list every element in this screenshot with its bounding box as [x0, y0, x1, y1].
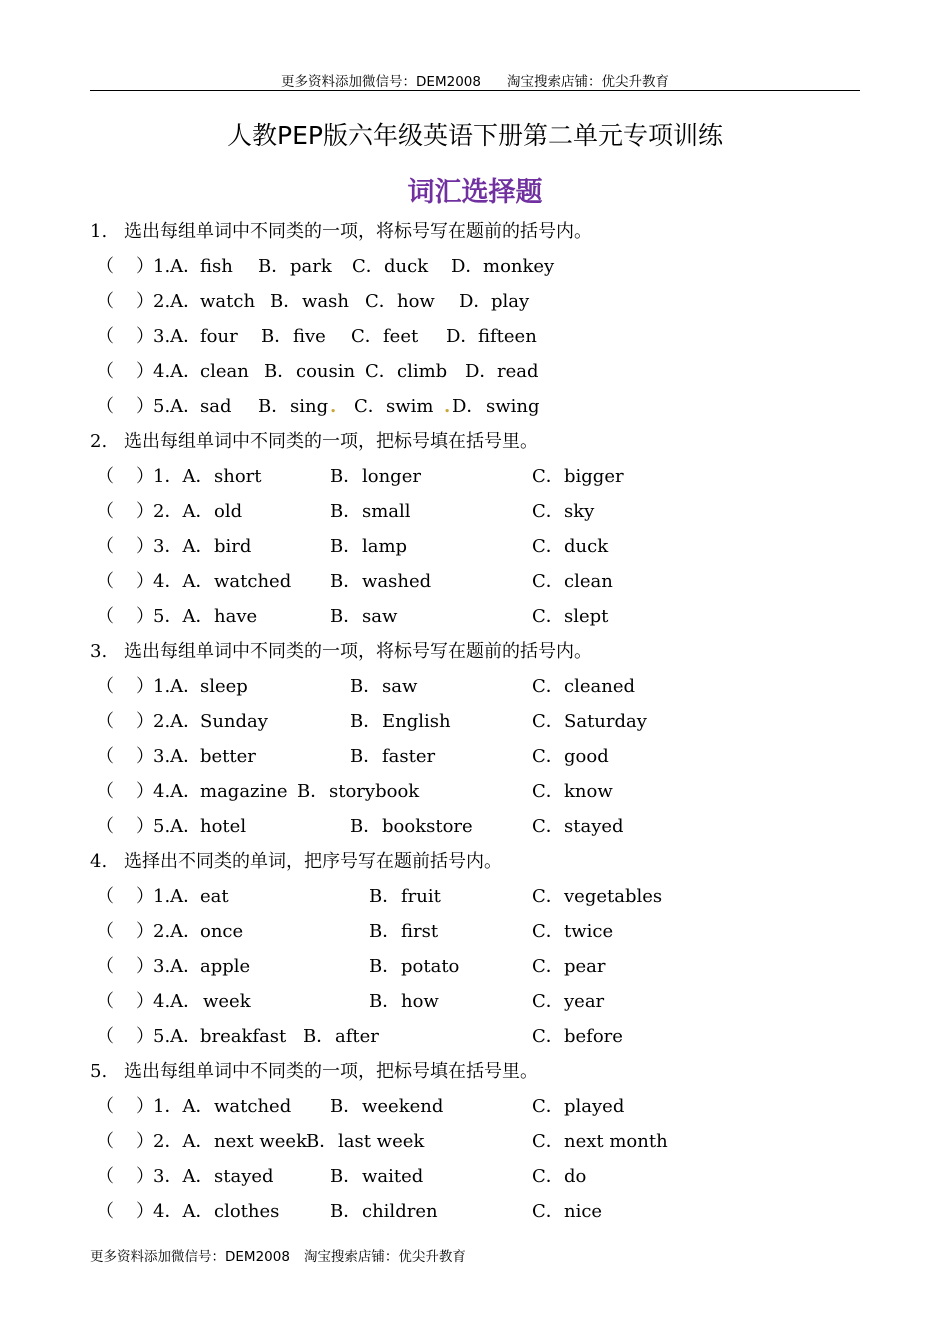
- option-b-label: B．: [270, 291, 302, 312]
- option-d-label: D．: [451, 256, 484, 277]
- option-c-label: C．: [532, 571, 564, 592]
- section-number: 3.: [90, 641, 108, 662]
- question-number: 1.A．: [153, 676, 202, 697]
- question-number: 3.A．: [153, 326, 202, 347]
- answer-paren-right: ）: [136, 711, 154, 732]
- option-c: twice: [564, 921, 614, 942]
- option-c-label: C．: [354, 396, 386, 417]
- section-instruction: 选择出不同类的单词，把序号写在题前括号内。: [124, 851, 502, 872]
- option-c-label: C．: [532, 606, 564, 627]
- answer-paren-right: ）: [136, 676, 154, 697]
- option-c: played: [564, 1096, 625, 1117]
- option-a: bird: [214, 536, 252, 557]
- option-c-label: C．: [532, 781, 564, 802]
- option-d: monkey: [483, 256, 555, 277]
- option-c-label: C．: [532, 956, 564, 977]
- option-b: fruit: [401, 886, 441, 907]
- option-c: feet: [383, 326, 419, 347]
- option-b-label: B．: [330, 1201, 362, 1222]
- answer-paren-left: （: [96, 886, 114, 907]
- option-b-label: B．: [330, 1096, 362, 1117]
- option-c: nice: [564, 1201, 603, 1222]
- option-b-label: B．: [369, 956, 401, 977]
- option-a: watched: [214, 1096, 292, 1117]
- option-a: sleep: [200, 676, 248, 697]
- answer-paren-left: （: [96, 571, 114, 592]
- option-b: five: [293, 326, 326, 347]
- section-2-heading: [90, 431, 538, 453]
- option-b-label: B．: [330, 501, 362, 522]
- option-c: clean: [564, 571, 613, 592]
- answer-paren-right: ）: [136, 1166, 154, 1187]
- page-header: [0, 70, 950, 90]
- answer-paren-left: （: [96, 291, 114, 312]
- answer-paren-left: （: [96, 711, 114, 732]
- option-a: sad: [200, 396, 232, 417]
- option-a: apple: [200, 956, 251, 977]
- option-a: watched: [214, 571, 292, 592]
- answer-paren-right: ）: [136, 1096, 154, 1117]
- option-c: how: [397, 291, 435, 312]
- section-1-heading: [90, 221, 592, 243]
- option-a: eat: [200, 886, 229, 907]
- option-b-label: B．: [261, 326, 293, 347]
- question-number: 1．A．: [153, 1096, 214, 1117]
- option-b-label: B．: [369, 921, 401, 942]
- answer-paren-right: ）: [136, 606, 154, 627]
- question-number: 3．A．: [153, 1166, 214, 1187]
- question-number: 4．A．: [153, 1201, 214, 1222]
- section-number: 5.: [90, 1061, 108, 1082]
- option-b-label: B．: [350, 676, 382, 697]
- option-d: read: [497, 361, 539, 382]
- option-b-label: B．: [330, 1166, 362, 1187]
- option-b-label: B．: [350, 711, 382, 732]
- option-a: once: [200, 921, 244, 942]
- answer-paren-left: （: [96, 1026, 114, 1047]
- option-b-label: B．: [350, 746, 382, 767]
- option-c-label: C．: [532, 746, 564, 767]
- option-a: fish: [200, 256, 233, 277]
- answer-paren-left: （: [96, 746, 114, 767]
- answer-paren-right: ）: [136, 256, 154, 277]
- option-b-label: B．: [330, 571, 362, 592]
- option-c: do: [564, 1166, 587, 1187]
- answer-paren-right: ）: [136, 1026, 154, 1047]
- option-b: first: [401, 921, 439, 942]
- page-title: 人教PEP版六年级英语下册第二单元专项训练: [227, 121, 723, 150]
- option-a: have: [214, 606, 258, 627]
- option-a: hotel: [200, 816, 247, 837]
- option-c: vegetables: [564, 886, 663, 907]
- option-a: short: [214, 466, 262, 487]
- option-d-label: D．: [446, 326, 479, 347]
- answer-paren-right: ）: [136, 1201, 154, 1222]
- option-a: breakfast: [200, 1026, 287, 1047]
- option-b: sing: [290, 396, 329, 417]
- option-c-label: C．: [532, 466, 564, 487]
- question-number: 4.A．: [153, 361, 202, 382]
- answer-paren-left: （: [96, 256, 114, 277]
- answer-paren-left: （: [96, 991, 114, 1012]
- option-b: wash: [302, 291, 349, 312]
- footer-shop: 淘宝搜索店铺：优尖升教育: [303, 1249, 466, 1265]
- answer-paren-right: ）: [136, 921, 154, 942]
- option-c: before: [564, 1026, 623, 1047]
- option-c: know: [564, 781, 613, 802]
- option-b-label: B．: [369, 991, 401, 1012]
- answer-paren-left: （: [96, 361, 114, 382]
- option-c-label: C．: [532, 536, 564, 557]
- option-c-label: C．: [532, 1131, 564, 1152]
- option-b: saw: [362, 606, 398, 627]
- section-instruction: 选出每组单词中不同类的一项，把标号填在括号里。: [124, 431, 538, 452]
- answer-paren-right: ）: [136, 886, 154, 907]
- answer-paren-right: ）: [136, 291, 154, 312]
- question-number: 5.A．: [153, 1026, 202, 1047]
- option-c: cleaned: [564, 676, 635, 697]
- question-number: 2.A．: [153, 711, 202, 732]
- option-c-label: C．: [532, 1026, 564, 1047]
- question-number: 3．A．: [153, 536, 214, 557]
- section-4-heading: [90, 851, 502, 873]
- option-b: waited: [362, 1166, 424, 1187]
- question-number: 5．A．: [153, 606, 214, 627]
- answer-paren-left: （: [96, 1166, 114, 1187]
- answer-paren-right: ）: [136, 781, 154, 802]
- option-b-label: B．: [297, 781, 329, 802]
- option-a: better: [200, 746, 256, 767]
- option-c-label: C．: [532, 1166, 564, 1187]
- option-a: clean: [200, 361, 249, 382]
- answer-paren-left: （: [96, 956, 114, 977]
- answer-paren-left: （: [96, 1201, 114, 1222]
- section-3-heading: [90, 641, 592, 663]
- option-c-label: C．: [352, 256, 384, 277]
- answer-paren-left: （: [96, 326, 114, 347]
- question-number: 5.A．: [153, 816, 202, 837]
- option-c-label: C．: [532, 1201, 564, 1222]
- option-d: fifteen: [478, 326, 537, 347]
- option-c: bigger: [564, 466, 624, 487]
- option-c-label: C．: [532, 501, 564, 522]
- question-number: 2.A．: [153, 921, 202, 942]
- option-a: old: [214, 501, 243, 522]
- question-number: 1．A．: [153, 466, 214, 487]
- answer-paren-left: （: [96, 921, 114, 942]
- header-wechat: 更多资料添加微信号：DEM2008: [281, 74, 481, 90]
- question-number: 2．A．: [153, 501, 214, 522]
- option-b: small: [362, 501, 411, 522]
- option-c: slept: [564, 606, 609, 627]
- option-d-label: D．: [459, 291, 492, 312]
- option-b: storybook: [329, 781, 420, 802]
- option-c: duck: [564, 536, 609, 557]
- answer-paren-right: ）: [136, 326, 154, 347]
- answer-paren-left: （: [96, 536, 114, 557]
- option-c: Saturday: [564, 711, 647, 732]
- answer-paren-right: ）: [136, 746, 154, 767]
- option-b-label: B．: [306, 1131, 338, 1152]
- answer-paren-right: ）: [136, 956, 154, 977]
- question-number: 4.A．: [153, 781, 202, 802]
- option-b-label: B．: [258, 396, 290, 417]
- page-footer: [90, 1245, 466, 1265]
- option-d-label: D．: [465, 361, 498, 382]
- question-number: 4．A．: [153, 571, 214, 592]
- option-c: stayed: [564, 816, 624, 837]
- answer-paren-right: ）: [136, 571, 154, 592]
- option-a: week: [203, 991, 251, 1012]
- option-c-label: C．: [532, 816, 564, 837]
- option-b: saw: [382, 676, 418, 697]
- option-b-label: B．: [330, 536, 362, 557]
- option-b: after: [335, 1026, 379, 1047]
- decorative-dot: .: [330, 396, 337, 417]
- option-b: cousin: [296, 361, 356, 382]
- option-d: play: [491, 291, 530, 312]
- option-a: Sunday: [200, 711, 268, 732]
- question-number: 2.A．: [153, 291, 202, 312]
- option-b: faster: [382, 746, 436, 767]
- option-b: weekend: [362, 1096, 444, 1117]
- option-c-label: C．: [532, 711, 564, 732]
- decorative-dot: .: [444, 396, 451, 417]
- header-rule: [90, 90, 860, 91]
- footer-wechat: 更多资料添加微信号：DEM2008: [90, 1249, 290, 1265]
- answer-paren-left: （: [96, 466, 114, 487]
- option-b: how: [401, 991, 439, 1012]
- option-b: last week: [338, 1131, 425, 1152]
- option-c: pear: [564, 956, 606, 977]
- option-c: next month: [564, 1131, 668, 1152]
- option-c-label: C．: [532, 1096, 564, 1117]
- option-b: park: [290, 256, 332, 277]
- option-d-label: D．: [452, 396, 485, 417]
- section-number: 4.: [90, 851, 108, 872]
- section-number: 1.: [90, 221, 108, 242]
- option-c: sky: [564, 501, 595, 522]
- option-a: stayed: [214, 1166, 274, 1187]
- answer-paren-right: ）: [136, 396, 154, 417]
- option-c: swim: [386, 396, 434, 417]
- answer-paren-left: （: [96, 501, 114, 522]
- section-number: 2.: [90, 431, 108, 452]
- answer-paren-left: （: [96, 396, 114, 417]
- option-d: swing: [486, 396, 540, 417]
- question-number: 3.A．: [153, 746, 202, 767]
- option-b-label: B．: [350, 816, 382, 837]
- option-b: bookstore: [382, 816, 473, 837]
- option-a: four: [200, 326, 238, 347]
- section-5-heading: [90, 1061, 538, 1083]
- question-number: 2．A．: [153, 1131, 214, 1152]
- question-number: 4.A．: [153, 991, 202, 1012]
- option-c-label: C．: [532, 676, 564, 697]
- option-c: year: [564, 991, 605, 1012]
- answer-paren-right: ）: [136, 361, 154, 382]
- section-instruction: 选出每组单词中不同类的一项，将标号写在题前的括号内。: [124, 641, 592, 662]
- answer-paren-right: ）: [136, 991, 154, 1012]
- option-b: longer: [362, 466, 421, 487]
- question-number: 1.A．: [153, 256, 202, 277]
- option-b: lamp: [362, 536, 408, 557]
- option-b: potato: [401, 956, 460, 977]
- option-b-label: B．: [264, 361, 296, 382]
- answer-paren-left: （: [96, 781, 114, 802]
- option-c: climb: [397, 361, 448, 382]
- option-a: clothes: [214, 1201, 280, 1222]
- option-a: next week: [214, 1131, 307, 1152]
- option-a: magazine: [200, 781, 288, 802]
- option-b: children: [362, 1201, 438, 1222]
- answer-paren-right: ）: [136, 1131, 154, 1152]
- option-c-label: C．: [365, 361, 397, 382]
- option-c: good: [564, 746, 609, 767]
- option-b-label: B．: [258, 256, 290, 277]
- question-number: 3.A．: [153, 956, 202, 977]
- answer-paren-right: ）: [136, 466, 154, 487]
- question-number: 1.A．: [153, 886, 202, 907]
- option-a: watch: [200, 291, 256, 312]
- option-b-label: B．: [303, 1026, 335, 1047]
- section-instruction: 选出每组单词中不同类的一项，把标号填在括号里。: [124, 1061, 538, 1082]
- answer-paren-right: ）: [136, 501, 154, 522]
- answer-paren-left: （: [96, 606, 114, 627]
- option-b: English: [382, 711, 451, 732]
- option-c-label: C．: [532, 991, 564, 1012]
- answer-paren-left: （: [96, 1096, 114, 1117]
- option-c-label: C．: [532, 886, 564, 907]
- question-number: 5.A．: [153, 396, 202, 417]
- option-b-label: B．: [369, 886, 401, 907]
- option-c-label: C．: [532, 921, 564, 942]
- header-shop: 淘宝搜索店铺：优尖升教育: [506, 74, 669, 90]
- option-c-label: C．: [351, 326, 383, 347]
- option-b-label: B．: [330, 466, 362, 487]
- answer-paren-right: ）: [136, 536, 154, 557]
- answer-paren-left: （: [96, 1131, 114, 1152]
- option-b: washed: [362, 571, 432, 592]
- answer-paren-left: （: [96, 816, 114, 837]
- option-b-label: B．: [330, 606, 362, 627]
- option-c-label: C．: [365, 291, 397, 312]
- answer-paren-right: ）: [136, 816, 154, 837]
- page-subtitle: 词汇选择题: [407, 177, 543, 208]
- section-instruction: 选出每组单词中不同类的一项，将标号写在题前的括号内。: [124, 221, 592, 242]
- option-c: duck: [384, 256, 429, 277]
- answer-paren-left: （: [96, 676, 114, 697]
